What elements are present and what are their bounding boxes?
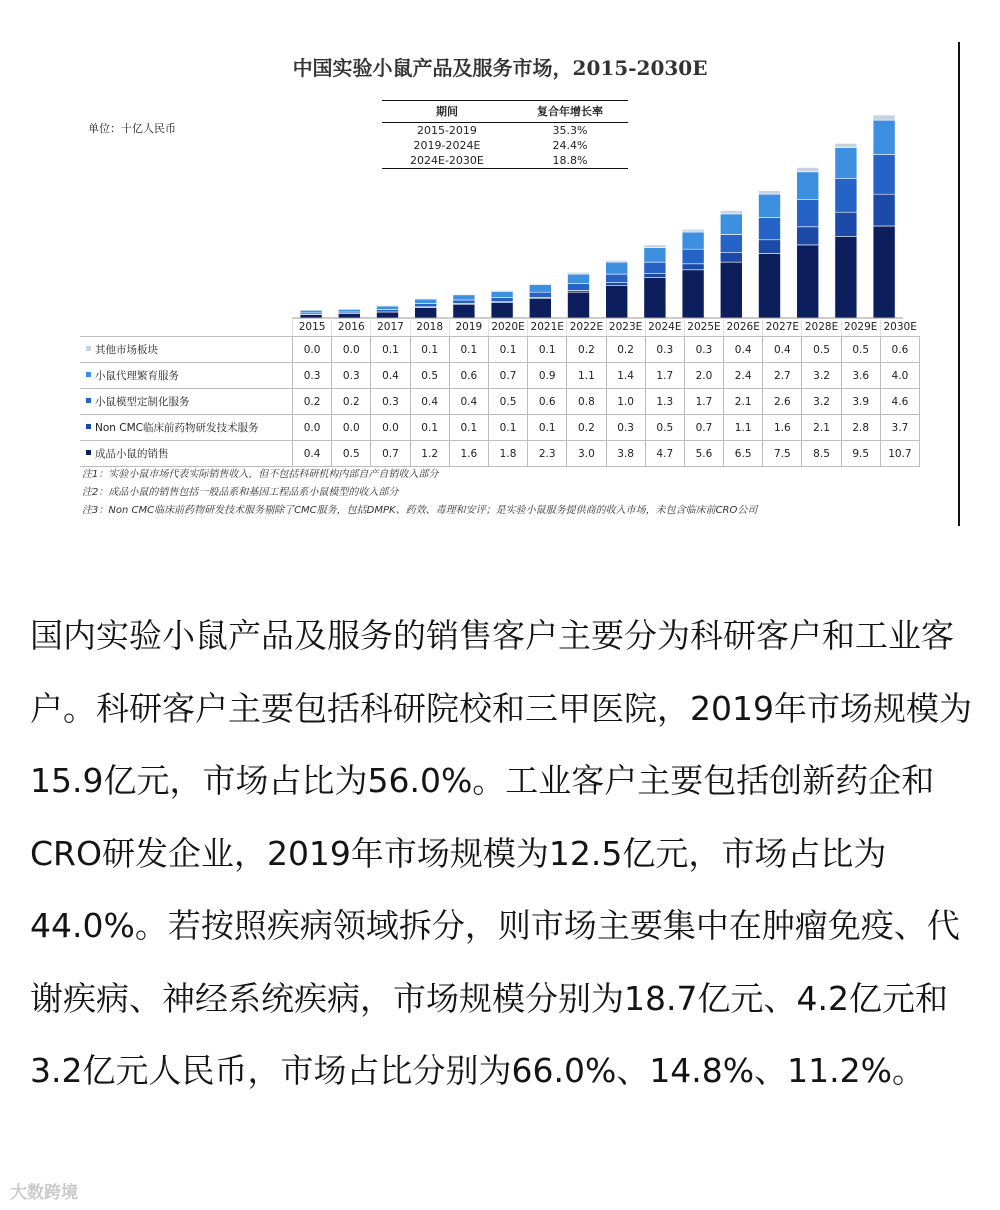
data-label: 0.7 [488,363,527,389]
note-2: 注2：成品小鼠的销售包括一般品系和基因工程品系小鼠模型的收入部分 [82,487,399,498]
data-label: 0.7 [371,441,410,467]
tick-label: 2024E [645,318,684,337]
bar-segment-2022E-0 [568,292,590,318]
bar-segment-2026E-1 [720,253,742,263]
data-label: 0.4 [449,389,488,415]
tick-label: 2025E [684,318,723,337]
data-label: 1.1 [724,415,763,441]
tick-label: 2018 [410,318,449,337]
bar-segment-2019-3 [453,295,475,300]
bar-segment-2028E-1 [797,227,819,245]
bar-segment-2029E-2 [835,179,857,213]
note-3: 注3：Non CMC临床前药物研发技术服务剔除了CMC服务，包括DMPK、药效、毒理和安评；是实验小鼠服务提供商的收入市场，未包含临床前CRO公司 [82,505,758,516]
bar-segment-2023E-2 [606,274,628,283]
bar-segment-2018-4 [415,298,437,299]
tick-label: 2016 [332,318,371,337]
data-label: 6.5 [724,441,763,467]
data-label: 0.0 [332,415,371,441]
bar-segment-2030E-2 [873,155,895,195]
data-label: 0.0 [293,415,332,441]
cagr-header-rate: 复合年增长率 [512,101,628,123]
data-label: 0.5 [332,441,371,467]
series-name: 小鼠模型定制化服务 [95,396,190,408]
data-label: 7.5 [763,441,802,467]
bar-segment-2021E-4 [529,284,551,285]
bar-segment-2024E-3 [644,248,666,263]
table-row [80,363,920,389]
data-label: 2.7 [763,363,802,389]
data-label: 0.3 [606,415,645,441]
bar-segment-2029E-3 [835,148,857,179]
data-label: 3.8 [606,441,645,467]
data-label: 0.2 [567,415,606,441]
bar-segment-2028E-4 [797,168,819,172]
tick-label: 2023E [606,318,645,337]
bar-segment-2021E-0 [529,298,551,318]
tick-label: 2017 [371,318,410,337]
data-table [80,318,920,467]
table-row [80,389,920,415]
bar-segment-2020E-2 [491,297,513,301]
data-label: 2.0 [684,363,723,389]
tick-label: 2015 [293,318,332,337]
data-label: 1.7 [684,389,723,415]
data-label: 5.6 [684,441,723,467]
data-label: 3.9 [841,389,880,415]
series-label [80,441,293,467]
bar-segment-2028E-2 [797,199,819,227]
bar-segment-2028E-0 [797,245,819,318]
data-label: 0.0 [371,415,410,441]
data-label: 0.3 [645,337,684,363]
table-row [80,415,920,441]
chart-title: 中国实验小鼠产品及服务市场，2015-2030E [292,56,708,80]
bar-segment-2020E-4 [491,291,513,292]
legend-swatch [86,450,91,455]
legend-swatch [86,372,91,377]
data-label: 0.4 [371,363,410,389]
data-label: 3.7 [880,415,919,441]
legend-swatch [86,424,91,429]
data-label: 0.1 [449,337,488,363]
bar-segment-2023E-4 [606,260,628,262]
data-label: 1.1 [567,363,606,389]
bar-segment-2022E-4 [568,272,590,274]
data-label: 0.0 [332,337,371,363]
data-label: 0.1 [410,415,449,441]
data-label: 4.6 [880,389,919,415]
data-label: 0.2 [567,337,606,363]
data-label: 0.1 [371,337,410,363]
data-label: 2.3 [528,441,567,467]
bar-segment-2015-3 [300,310,322,313]
data-label: 0.1 [488,415,527,441]
bar-segment-2024E-2 [644,262,666,273]
cagr-period: 2024E-2030E [410,154,484,167]
bar-segment-2022E-3 [568,274,590,284]
unit-label: 单位：十亿人民币 [88,122,176,135]
data-label: 2.4 [724,363,763,389]
bar-segment-2026E-2 [720,235,742,253]
bar-segment-2029E-4 [835,143,857,147]
data-label: 0.1 [410,337,449,363]
series-label [80,389,293,415]
data-label: 0.4 [724,337,763,363]
data-label: 4.0 [880,363,919,389]
series-name: Non CMC临床前药物研发技术服务 [95,422,259,434]
data-label: 1.7 [645,363,684,389]
data-label: 0.0 [293,337,332,363]
bar-segment-2017-4 [377,305,399,306]
cagr-rate: 24.4% [552,139,588,152]
bar-segment-2021E-2 [529,292,551,297]
bar-segment-2026E-4 [720,211,742,214]
bar-segment-2030E-4 [873,115,895,120]
bar-segment-2019-4 [453,294,475,295]
legend-swatch [86,398,91,403]
data-label: 0.1 [528,337,567,363]
data-label: 0.2 [332,389,371,415]
data-label: 0.6 [449,363,488,389]
data-label: 8.5 [802,441,841,467]
tick-label: 2028E [802,318,841,337]
bar-segment-2027E-4 [759,191,781,194]
bar-segment-2026E-3 [720,214,742,235]
tick-label: 2030E [880,318,919,337]
bar-segment-2025E-4 [682,229,704,232]
data-label: 0.3 [684,337,723,363]
bar-segment-2027E-0 [759,254,781,319]
bar-segment-2019-2 [453,300,475,303]
table-row [80,441,920,467]
table-corner [80,318,293,337]
bar-segment-2029E-1 [835,212,857,236]
bar-segment-2026E-0 [720,262,742,318]
data-label: 1.6 [449,441,488,467]
right-divider [958,42,960,526]
bar-segment-2018-0 [415,308,437,318]
bar-segment-2018-3 [415,299,437,303]
cagr-period: 2019-2024E [413,139,481,152]
bar-segment-2021E-3 [529,285,551,293]
bar-segment-2030E-3 [873,120,895,154]
bar-segment-2023E-0 [606,285,628,318]
bar-segment-2017-2 [377,309,399,312]
bar-segment-2023E-3 [606,262,628,274]
bar-segment-2025E-2 [682,249,704,264]
data-label: 0.5 [802,337,841,363]
bar-segment-2019-0 [453,304,475,318]
bar-segment-2024E-1 [644,273,666,277]
bar-segment-2030E-1 [873,194,895,226]
bar-segment-2025E-3 [682,232,704,249]
data-label: 9.5 [841,441,880,467]
data-label: 0.7 [684,415,723,441]
data-label: 3.6 [841,363,880,389]
series-name: 其他市场板块 [95,344,158,356]
data-label: 1.6 [763,415,802,441]
data-label: 0.3 [293,363,332,389]
series-label [80,415,293,441]
data-label: 1.8 [488,441,527,467]
bar-segment-2027E-3 [759,194,781,217]
data-label: 0.6 [528,389,567,415]
data-label: 1.3 [645,389,684,415]
legend-swatch [86,346,91,351]
bar-segment-2028E-3 [797,172,819,200]
series-label [80,363,293,389]
bar-segment-2025E-1 [682,264,704,270]
series-label [80,337,293,363]
data-label: 2.1 [802,415,841,441]
bar-segment-2016-3 [338,309,360,312]
data-label: 0.1 [488,337,527,363]
data-label: 0.2 [293,389,332,415]
data-label: 2.8 [841,415,880,441]
cagr-header-period: 期间 [382,101,512,123]
bar-segment-2017-3 [377,306,399,309]
bar-segment-2027E-2 [759,217,781,239]
data-label: 0.3 [332,363,371,389]
data-label: 0.4 [763,337,802,363]
bar-segment-2023E-1 [606,283,628,286]
series-name: 小鼠代理繁育服务 [95,370,179,382]
body-paragraph: 国内实验小鼠产品及服务的销售客户主要分为科研客户和工业客户。科研客户主要包括科研院校和三甲医院，2019年市场规模为15.9亿元，市场占比为56.0%。工业客户主要包括创新药企和CRO研发企业，2019年市场规模为12.5亿元，市场占比为44.0%。若按照疾病领域拆分，则市场主要集中在肿瘤免疫、代谢疾病、神经系统疾病，市场规模分别为18.7亿元、4.2亿元和3.2亿元人民币，市场占比分别为66.0%、14.8%、11.2%。 [30,616,972,1090]
data-label: 0.5 [410,363,449,389]
data-label: 3.0 [567,441,606,467]
bar-segment-2024E-4 [644,245,666,248]
tick-label: 2026E [724,318,763,337]
cagr-rate: 35.3% [552,124,588,137]
tick-label: 2020E [488,318,527,337]
table-row [80,337,920,363]
note-1: 注1：实验小鼠市场代表实际销售收入，但不包括科研机构内部自产自销收入部分 [82,469,439,480]
data-label: 3.2 [802,389,841,415]
data-label: 2.6 [763,389,802,415]
data-label: 4.7 [645,441,684,467]
tick-label: 2021E [528,318,567,337]
data-label: 1.0 [606,389,645,415]
data-label: 0.8 [567,389,606,415]
bar-segment-2027E-1 [759,240,781,254]
bar-segment-2018-2 [415,303,437,306]
data-label: 1.4 [606,363,645,389]
data-label: 0.1 [528,415,567,441]
data-label: 0.9 [528,363,567,389]
data-label: 0.3 [371,389,410,415]
cagr-rate: 18.8% [552,154,588,167]
bar-segment-2029E-0 [835,236,857,318]
stacked-bar-plot [0,0,1000,320]
tick-label: 2022E [567,318,606,337]
data-label: 10.7 [880,441,919,467]
data-label: 0.4 [410,389,449,415]
data-label: 0.4 [293,441,332,467]
data-label: 0.2 [606,337,645,363]
bar-segment-2024E-0 [644,278,666,318]
chart-notes [82,466,757,520]
bar-segment-2022E-2 [568,284,590,291]
watermark: 大数跨境 [10,1183,78,1203]
data-label: 1.2 [410,441,449,467]
tick-label: 2027E [763,318,802,337]
bar-segment-2020E-0 [491,303,513,319]
cagr-period: 2015-2019 [416,124,477,137]
tick-label: 2019 [449,318,488,337]
chart-figure [0,0,1000,540]
data-label: 0.6 [880,337,919,363]
data-label: 0.5 [645,415,684,441]
bar-segment-2020E-3 [491,291,513,297]
bar-segment-2025E-0 [682,270,704,318]
data-label: 0.1 [449,415,488,441]
data-label: 0.5 [841,337,880,363]
data-label: 3.2 [802,363,841,389]
tick-label: 2029E [841,318,880,337]
data-label: 2.1 [724,389,763,415]
series-name: 成品小鼠的销售 [95,448,169,460]
data-label: 0.5 [488,389,527,415]
bar-segment-2030E-0 [873,226,895,318]
